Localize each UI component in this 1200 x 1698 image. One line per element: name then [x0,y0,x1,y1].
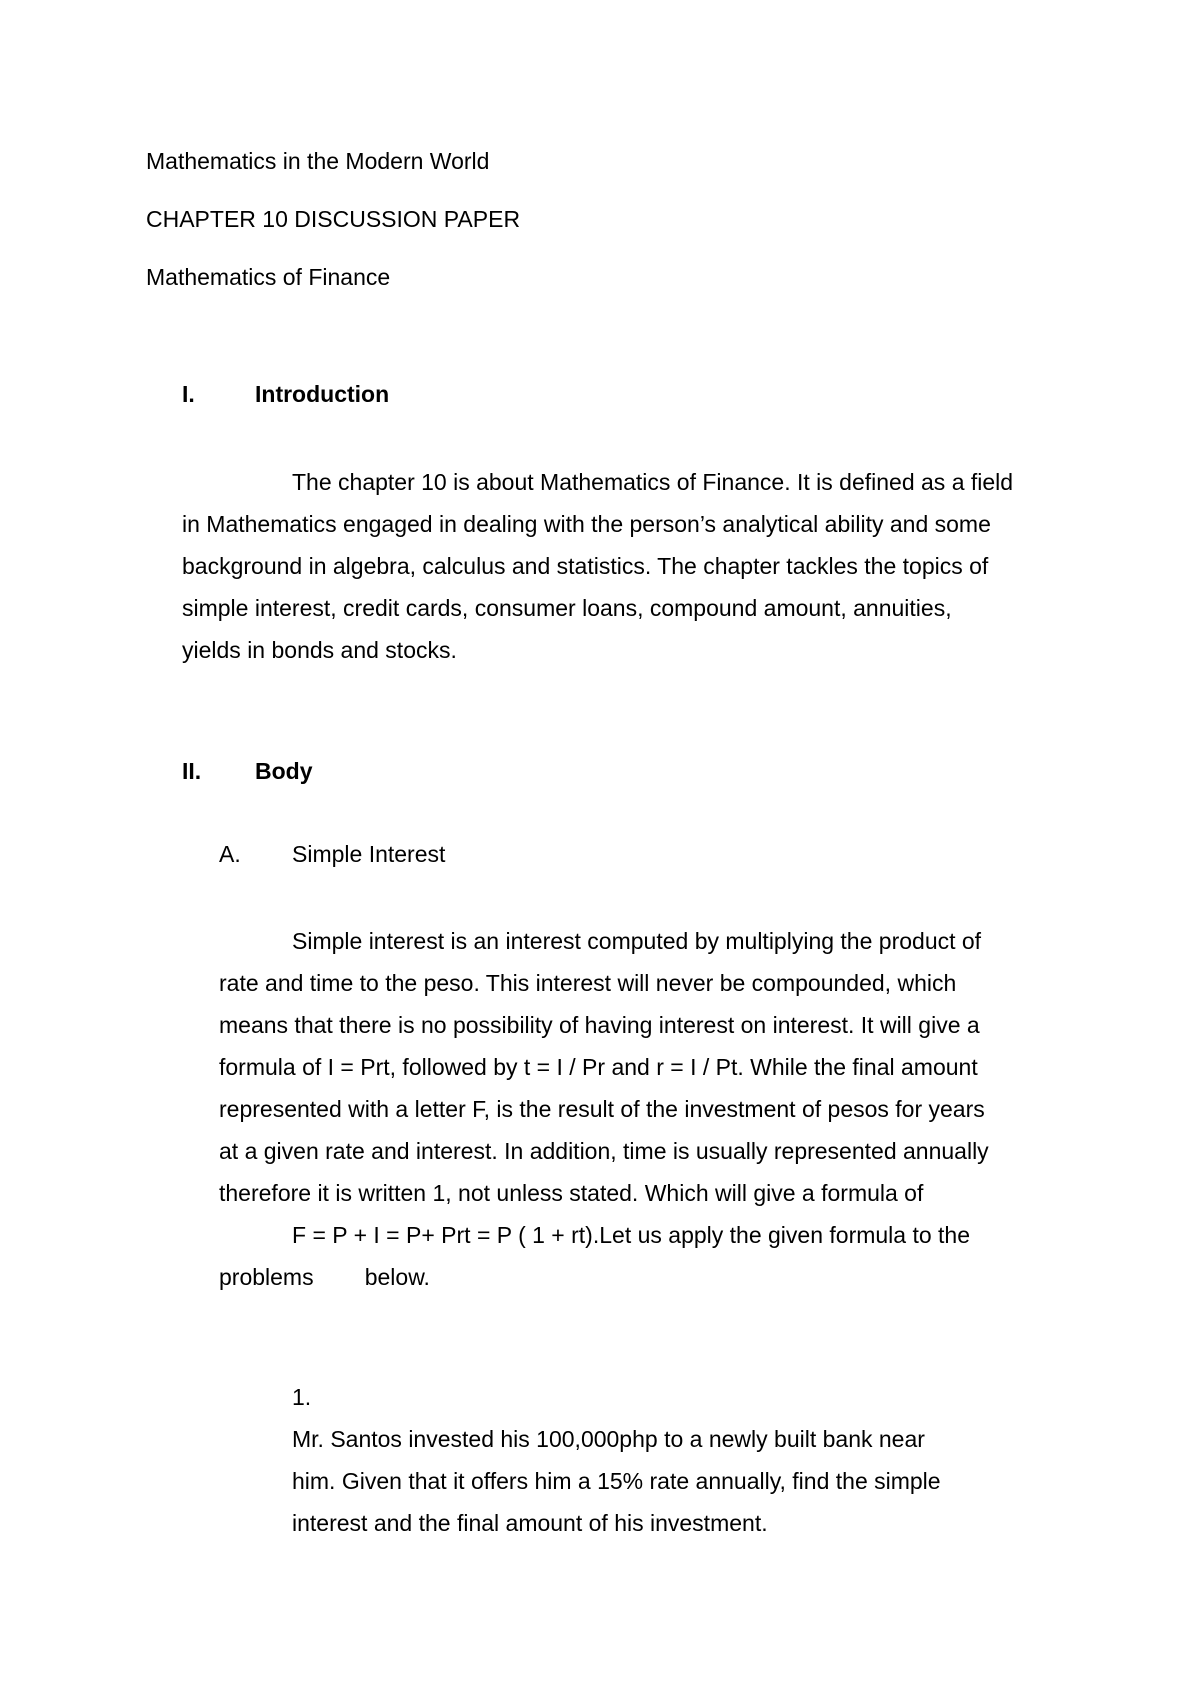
section-number-intro: I. [182,381,195,407]
problem-line [292,1376,941,1460]
paragraph-line: yields in bonds and stocks. [182,637,457,663]
section-number-body: II. [182,758,202,784]
paragraph-line: background in algebra, calculus and statistics. The chapter tackles the topics of [182,553,989,579]
paragraph-line: means that there is no possibility of having interest on interest. It will give a [219,1012,980,1038]
paragraph-line: formula of I = Prt, followed by t = I / Pr and r = I / Pt. While the final amount [219,1054,978,1080]
paragraph-line: simple interest, credit cards, consumer loans, compound amount, annuities, [182,595,952,621]
problem-line: interest and the final amount of his investment. [292,1510,768,1536]
paper-title: CHAPTER 10 DISCUSSION PAPER [146,206,521,232]
subsection-heading: Simple Interest [292,841,446,867]
paragraph-line: in Mathematics engaged in dealing with the person’s analytical ability and some [182,511,991,537]
section-heading-body: Body [255,758,313,784]
formula-line: F = P + I = P+ Prt = P ( 1 + rt).Let us apply the given formula to the [292,1222,971,1248]
topic-title: Mathematics of Finance [146,264,391,290]
problem-number: 1. [292,1384,312,1410]
problem-1 [292,1376,941,1544]
intro-paragraph [182,461,1013,671]
paragraph-line: represented with a letter F, is the result of the investment of pesos for years [219,1096,985,1122]
section-heading-intro: Introduction [255,381,390,407]
simple-interest-paragraph [219,920,989,1298]
problem-line: him. Given that it offers him a 15% rate annually, find the simple [292,1468,941,1494]
paragraph-line: Simple interest is an interest computed by multiplying the product of [292,928,982,954]
paragraph-line: at a given rate and interest. In addition, time is usually represented annually [219,1138,989,1164]
course-title: Mathematics in the Modern World [146,148,490,174]
subsection-letter: A. [219,841,241,867]
paragraph-line: problems below. [219,1264,430,1290]
paragraph-line: therefore it is written 1, not unless stated. Which will give a formula of [219,1180,924,1206]
paragraph-line: rate and time to the peso. This interest will never be compounded, which [219,970,957,996]
paragraph-line: The chapter 10 is about Mathematics of Finance. It is defined as a field [292,469,1014,495]
problem-text: Mr. Santos invested his 100,000php to a newly built bank near [292,1426,925,1452]
